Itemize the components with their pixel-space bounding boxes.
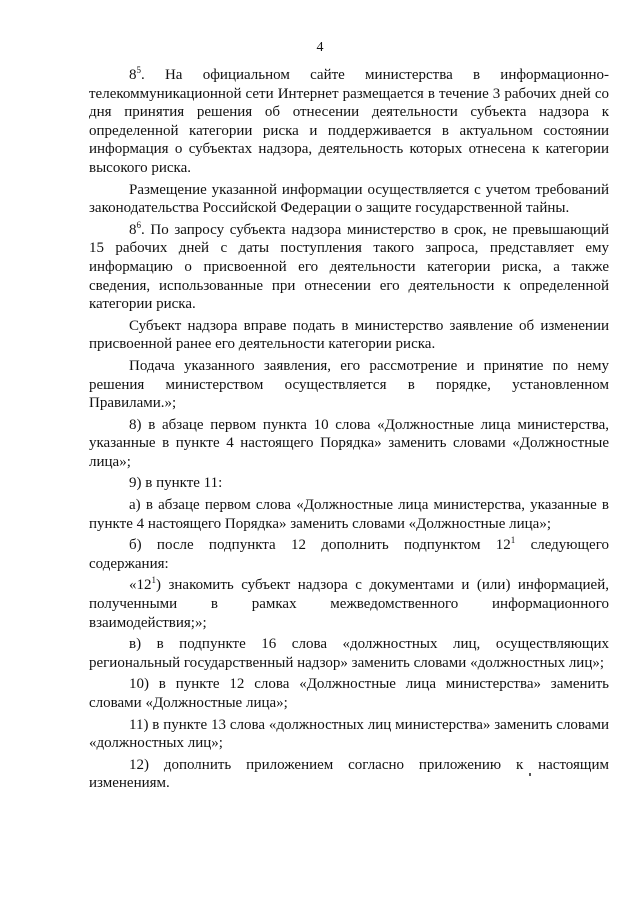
- paragraph-item-9v: в) в подпункте 16 слова «должностных лиц, осуществляющих региональный государственный надзор» заменить словами «должностных лиц»;: [89, 636, 609, 671]
- paragraph-item-9a: а) в абзаце первом слова «Должностные лица министерства, указанные в пункте 4 настоящего Порядка» заменить словами «Должностные лица»;: [89, 497, 609, 532]
- page-number: 4: [316, 40, 324, 55]
- paragraph-state-secret: Размещение указанной информации осуществляется с учетом требований законодательства Российской Федерации о защите государственной тайны.: [89, 181, 609, 217]
- document-body: [89, 66, 609, 796]
- paragraph-application-procedure: Подача указанного заявления, его рассмотрение и принятие по нему решения министерством осуществляется в порядке, установленном Правилами.»;: [89, 357, 609, 412]
- paragraph-item-9b: б) после подпункта 12 дополнить подпунктом $12^1$ следующего содержания:: [89, 535, 609, 572]
- paragraph-8-6: $8^6$. По запросу субъекта надзора министерство в срок, не превышающий 15 рабочих дней с даты поступления такого запроса, представляет ему информацию о присвоенной его деятельности категории риска, а также сведения, использованные при отнесении его деятельности к определенной категории риска.: [89, 219, 609, 313]
- paragraph-item-12: 12) дополнить приложением согласно приложению к настоящим изменениям.: [89, 756, 609, 792]
- paragraph-item-10: 10) в пункте 12 слова «Должностные лица министерства» заменить словами «Должностные лица»;: [89, 676, 609, 711]
- scan-speck: [529, 773, 531, 776]
- paragraph-item-11: 11) в пункте 13 слова «должностных лиц министерства» заменить словами «должностных лиц»;: [89, 716, 609, 752]
- paragraph-request-change: Субъект надзора вправе подать в министерство заявление об изменении присвоенной ранее его деятельности категории риска.: [89, 317, 609, 353]
- paragraph-8-5: $8^5$. На официальном сайте министерства в информационно-телекоммуникационной сети Интернет размещается в течение 3 рабочих дней со дня принятия решения об отнесении деятельности субъекта надзора к определенной категории риска и поддерживается в актуальном состоянии информация о субъектах надзора, деятельность которых отнесена к категории высокого риска.: [89, 65, 609, 176]
- paragraph-item-9: 9) в пункте 11:: [129, 475, 223, 492]
- paragraph-subitem-12-1: «$12^1$) знакомить субъект надзора с документами и (или) информацией, полученными в рамках межведомственного информационного взаимодействия;»;: [89, 575, 609, 631]
- paragraph-item-8: 8) в абзаце первом пункта 10 слова «Должностные лица министерства, указанные в пункте 4 настоящего Порядка» заменить словами «Должностные лица»;: [89, 416, 609, 470]
